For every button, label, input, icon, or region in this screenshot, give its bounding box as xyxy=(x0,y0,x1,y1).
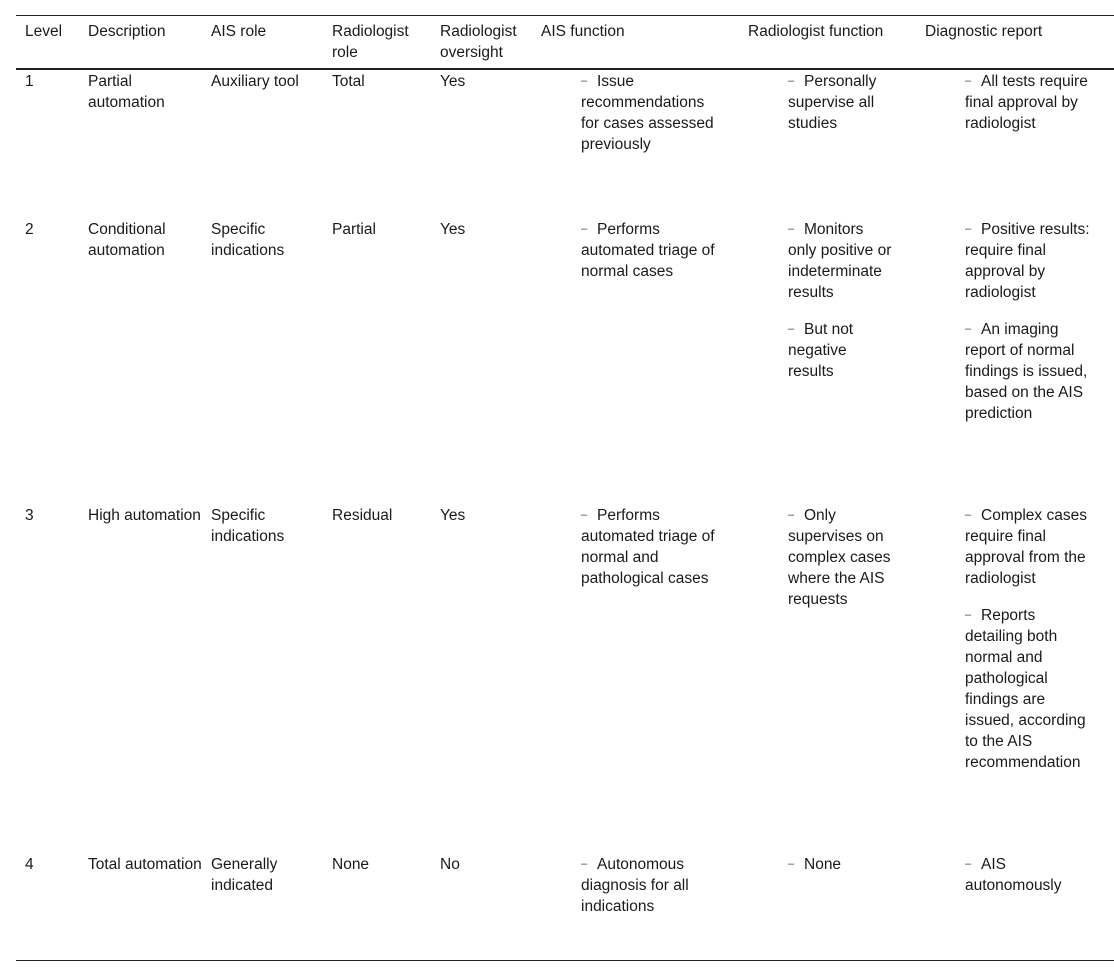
list-item xyxy=(581,854,719,917)
row-level: 2 xyxy=(25,221,34,238)
list-item-text: Reports detailing both normal and pathological findings are issued, according to the AIS recommendation xyxy=(965,607,1086,771)
row-description: Conditional automation xyxy=(88,221,166,259)
row-radiologist-function xyxy=(788,854,892,875)
list-item xyxy=(581,71,719,155)
header-ais-function: AIS function xyxy=(541,23,625,40)
row-radiologist-oversight: No xyxy=(440,856,460,873)
list-item-text: Performs automated triage of normal and pathological cases xyxy=(581,507,715,587)
list-item xyxy=(965,605,1091,773)
row-radiologist-role: Total xyxy=(332,73,365,90)
row-radiologist-role: None xyxy=(332,856,370,873)
table-bottom-rule xyxy=(16,960,1114,961)
list-item xyxy=(965,219,1091,303)
list-item-text: Monitors only positive or indeterminate results xyxy=(788,221,892,301)
list-item xyxy=(965,71,1091,134)
row-ais-role: Specific indications xyxy=(211,507,285,545)
list-item xyxy=(581,219,719,282)
dash-bullet-icon: – xyxy=(788,858,795,870)
list-item xyxy=(788,319,892,382)
list-item xyxy=(788,71,892,134)
list-item xyxy=(581,505,719,589)
dash-bullet-icon: – xyxy=(788,75,795,87)
row-diagnostic-report xyxy=(965,505,1091,773)
list-item-text: All tests require final approval by radiologist xyxy=(965,73,1088,132)
header-ais-role: AIS role xyxy=(211,23,267,40)
list-item-text: Autonomous diagnosis for all indications xyxy=(581,856,689,915)
row-radiologist-role: Residual xyxy=(332,507,393,524)
row-ais-function xyxy=(581,219,719,282)
header-radiologist-role: Radiologist role xyxy=(332,23,409,61)
list-item xyxy=(788,854,892,875)
list-item-text: Performs automated triage of normal cases xyxy=(581,221,715,280)
list-item-text: Personally supervise all studies xyxy=(788,73,877,132)
row-ais-role: Auxiliary tool xyxy=(211,73,299,90)
row-ais-function xyxy=(581,71,719,155)
header-radiologist-oversight: Radiologist oversight xyxy=(440,23,517,61)
header-description: Description xyxy=(88,23,166,40)
list-item-text: AIS autonomously xyxy=(965,856,1062,894)
list-item xyxy=(788,219,892,303)
row-level: 1 xyxy=(25,73,34,90)
list-item xyxy=(965,854,1091,896)
dash-bullet-icon: – xyxy=(965,223,972,235)
row-level: 4 xyxy=(25,856,34,873)
list-item-text: Complex cases require final approval from the radiologist xyxy=(965,507,1087,587)
row-radiologist-role: Partial xyxy=(332,221,376,238)
list-item-text: An imaging report of normal findings is issued, based on the AIS prediction xyxy=(965,321,1088,422)
dash-bullet-icon: – xyxy=(965,323,972,335)
list-item xyxy=(788,505,892,610)
row-radiologist-oversight: Yes xyxy=(440,507,466,524)
row-radiologist-oversight: Yes xyxy=(440,221,466,238)
list-item xyxy=(965,319,1091,424)
list-item-text: None xyxy=(804,856,842,873)
row-ais-function xyxy=(581,505,719,589)
row-level: 3 xyxy=(25,507,34,524)
dash-bullet-icon: – xyxy=(581,75,588,87)
row-diagnostic-report xyxy=(965,71,1091,134)
row-ais-role: Generally indicated xyxy=(211,856,278,894)
dash-bullet-icon: – xyxy=(788,223,795,235)
dash-bullet-icon: – xyxy=(788,509,795,521)
row-radiologist-oversight: Yes xyxy=(440,73,466,90)
dash-bullet-icon: – xyxy=(965,509,972,521)
table-top-rule xyxy=(16,15,1114,16)
row-description: Total automation xyxy=(88,856,202,873)
dash-bullet-icon: – xyxy=(581,223,588,235)
list-item-text: Issue recommendations for cases assessed previously xyxy=(581,73,714,153)
dash-bullet-icon: – xyxy=(965,858,972,870)
row-diagnostic-report xyxy=(965,219,1091,424)
header-radiologist-function: Radiologist function xyxy=(748,23,884,40)
dash-bullet-icon: – xyxy=(581,509,588,521)
header-level: Level xyxy=(25,23,63,40)
dash-bullet-icon: – xyxy=(965,609,972,621)
row-description: Partial automation xyxy=(88,73,165,111)
dash-bullet-icon: – xyxy=(581,858,588,870)
list-item xyxy=(965,505,1091,589)
row-description: High automation xyxy=(88,507,201,524)
row-radiologist-function xyxy=(788,219,892,382)
row-ais-function xyxy=(581,854,719,917)
dash-bullet-icon: – xyxy=(788,323,795,335)
header-diagnostic-report: Diagnostic report xyxy=(925,23,1043,40)
list-item-text: But not negative results xyxy=(788,321,854,380)
list-item-text: Positive results: require final approval by radiologist xyxy=(965,221,1090,301)
row-diagnostic-report xyxy=(965,854,1091,896)
row-radiologist-function xyxy=(788,505,892,610)
list-item-text: Only supervises on complex cases where the AIS requests xyxy=(788,507,891,608)
header-rule xyxy=(16,68,1114,70)
row-ais-role: Specific indications xyxy=(211,221,285,259)
dash-bullet-icon: – xyxy=(965,75,972,87)
row-radiologist-function xyxy=(788,71,892,134)
